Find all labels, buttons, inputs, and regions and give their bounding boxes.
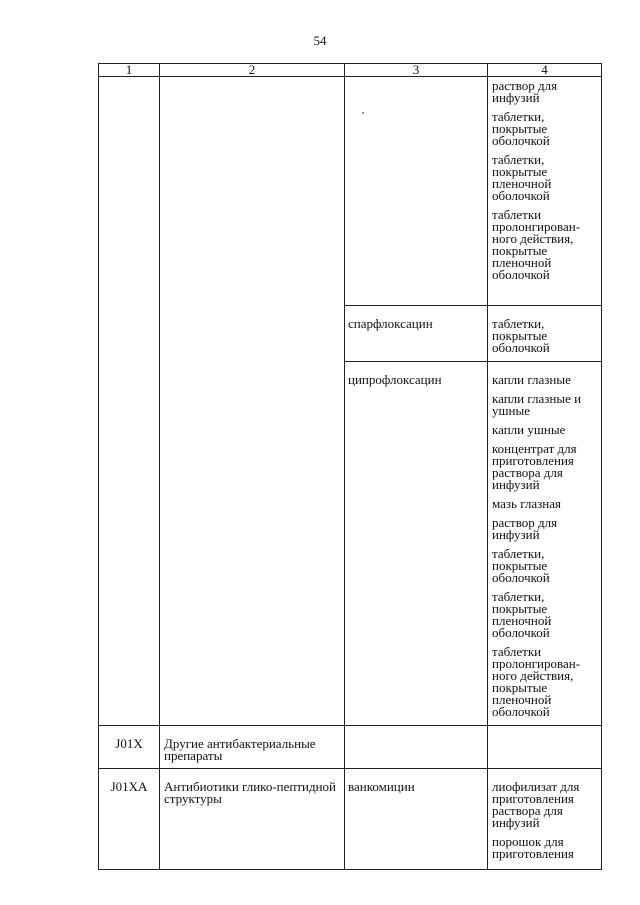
column-header: 1 — [99, 64, 160, 77]
atc-code-cell — [99, 306, 160, 362]
drug-name: ванкомицин — [348, 779, 415, 794]
drug-name: ципрофлоксацин — [348, 372, 442, 387]
dosage-form: капли ушные — [492, 422, 566, 437]
dosage-forms-cell — [488, 362, 602, 726]
column-header: 4 — [488, 64, 602, 77]
column-header: 2 — [160, 64, 345, 77]
dosage-form: мазь глазная — [492, 496, 561, 511]
dosage-form: таблетки, покрытые пленочной оболочкой — [492, 589, 552, 640]
table-row — [99, 362, 602, 726]
group-name-cell — [160, 726, 345, 769]
drug-name-cell — [345, 726, 488, 769]
atc-code: J01X — [115, 736, 143, 751]
group-name-cell — [160, 769, 345, 870]
atc-code-cell — [99, 726, 160, 769]
group-name-cell — [160, 77, 345, 306]
dosage-forms-cell — [488, 769, 602, 870]
atc-code-cell — [99, 77, 160, 306]
dosage-forms-cell — [488, 77, 602, 306]
header-row — [99, 64, 602, 77]
column-header: 3 — [345, 64, 488, 77]
table-row — [99, 77, 602, 306]
drug-name: спарфлоксацин — [348, 316, 433, 331]
table-row — [99, 769, 602, 870]
dosage-form: порошок для приготовления — [492, 834, 574, 861]
dosage-form: таблетки пролонгирован-ного действия, покрытые пленочной оболочкой — [492, 644, 581, 719]
dosage-form: раствор для инфузий — [492, 515, 558, 542]
group-name: Антибиотики глико-пептидной структуры — [164, 779, 336, 806]
table-row — [99, 306, 602, 362]
atc-code-cell — [99, 362, 160, 726]
dosage-form: концентрат для приготовления раствора для инфузий — [492, 441, 577, 492]
dosage-forms-cell — [488, 726, 602, 769]
group-name: Другие антибактериальные препараты — [164, 736, 316, 763]
drug-name-cell — [345, 306, 488, 362]
dosage-form: капли глазные и ушные — [492, 391, 582, 418]
drug-table — [98, 63, 602, 870]
dosage-form: таблетки пролонгирован-ного действия, покрытые пленочной оболочкой — [492, 207, 581, 282]
table-row — [99, 726, 602, 769]
dosage-form: таблетки, покрытые оболочкой — [492, 546, 550, 585]
drug-name-cell — [345, 362, 488, 726]
dosage-form: раствор для инфузий — [492, 78, 558, 105]
group-name-cell — [160, 362, 345, 726]
atc-code: J01XA — [110, 779, 148, 794]
dosage-form: капли глазные — [492, 372, 571, 387]
dosage-forms-cell — [488, 306, 602, 362]
drug-name-cell — [345, 77, 488, 306]
group-name-cell — [160, 306, 345, 362]
dosage-form: таблетки, покрытые оболочкой — [492, 316, 550, 355]
atc-code-cell — [99, 769, 160, 870]
drug-name-cell — [345, 769, 488, 870]
dosage-form: лиофилизат для приготовления раствора для инфузий — [492, 779, 580, 830]
page-number: 54 — [313, 33, 327, 48]
dosage-form: таблетки, покрытые пленочной оболочкой — [492, 152, 552, 203]
dosage-form: таблетки, покрытые оболочкой — [492, 109, 550, 148]
